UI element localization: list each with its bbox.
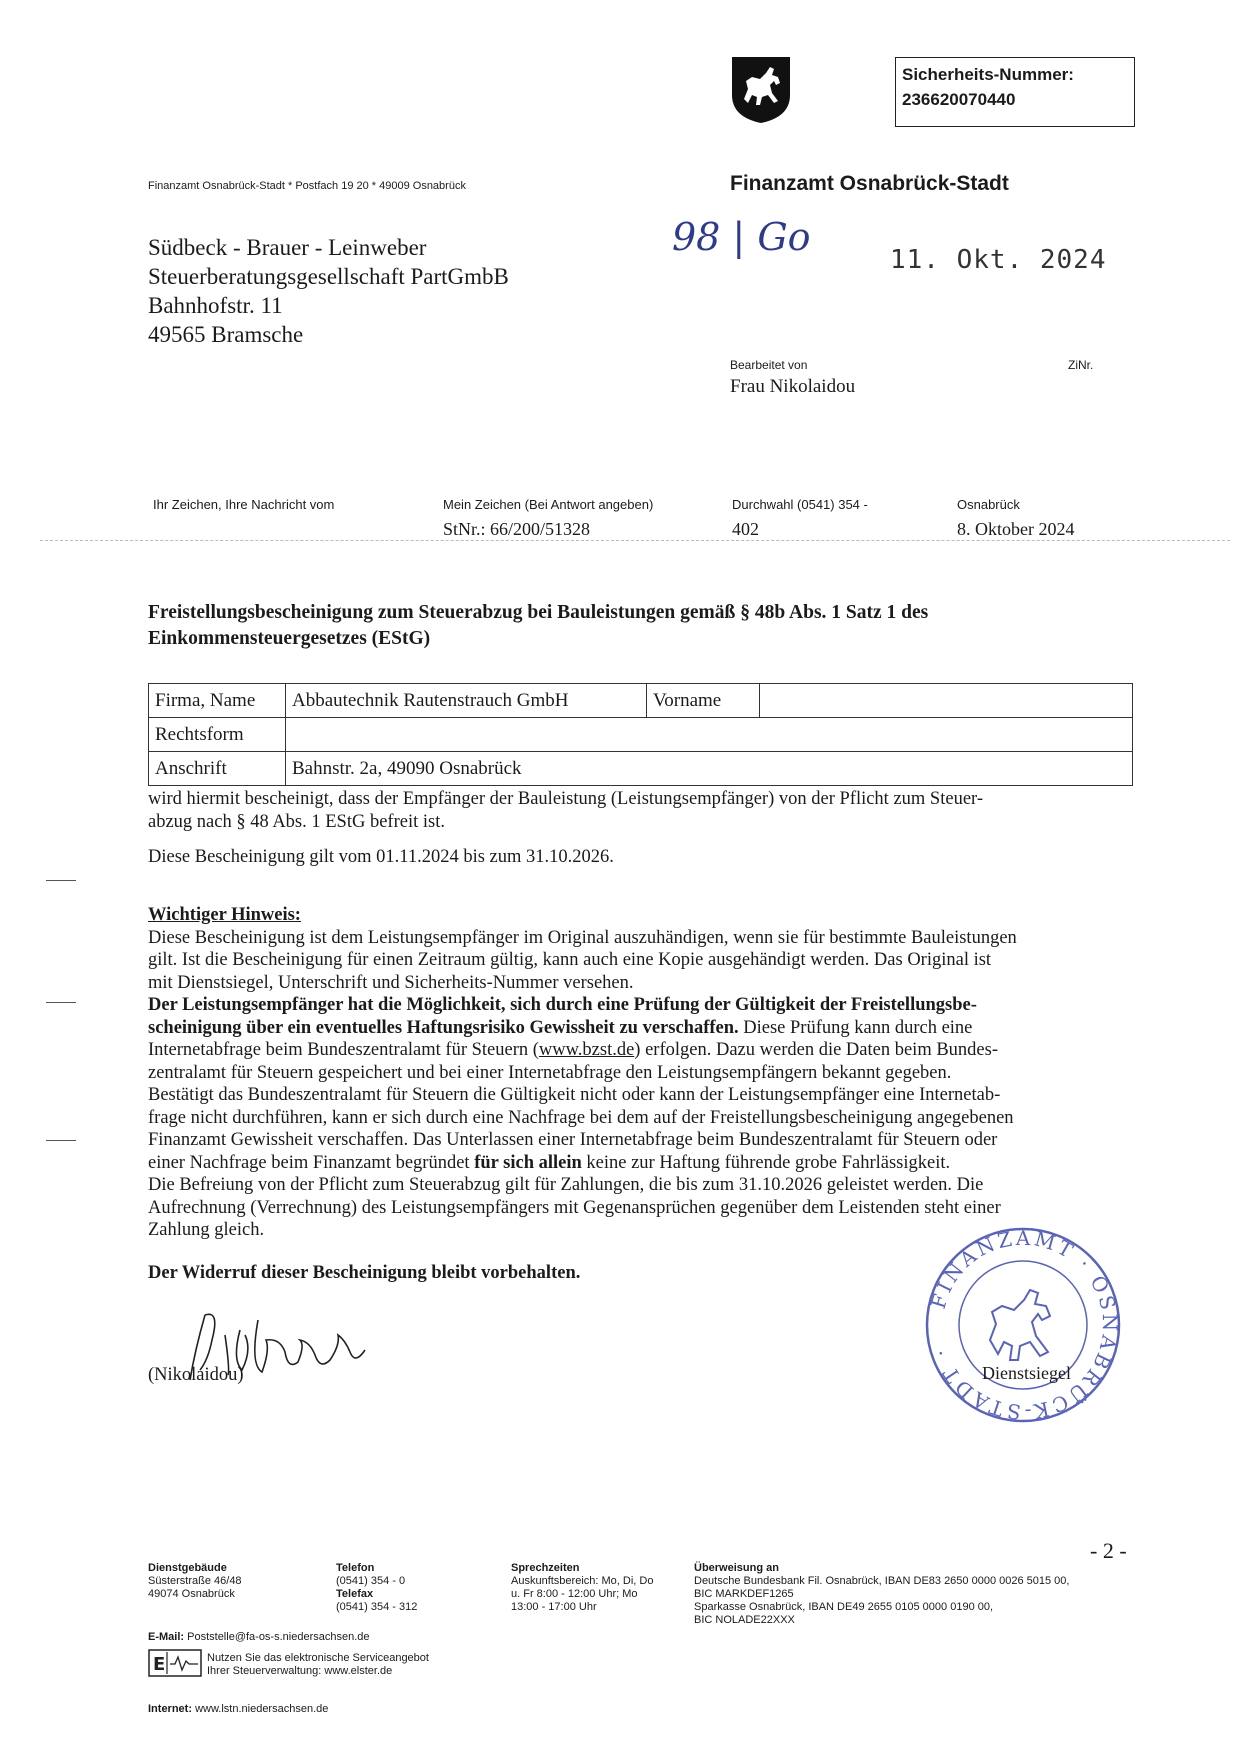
security-number-box xyxy=(895,57,1135,127)
svg-text:FINANZAMT · OSNABRÜCK-STADT ·: FINANZAMT · OSNABRÜCK-STADT · xyxy=(925,1225,1123,1425)
recipient-line-3: Bahnhofstr. 11 xyxy=(148,293,283,318)
notice-bold-part: für sich allein xyxy=(474,1152,582,1173)
office-name: Finanzamt Osnabrück-Stadt xyxy=(730,172,1009,195)
notice-text-part: einer Nachfrage beim Finanzamt begründet xyxy=(148,1152,475,1173)
room-number-label: ZiNr. xyxy=(1068,358,1094,372)
notice-line xyxy=(148,1017,1108,1040)
footer-email xyxy=(148,1631,370,1644)
validity-period: Diese Bescheinigung gilt vom 01.11.2024 bis zum 31.10.2026. xyxy=(148,847,614,867)
footer-fax-value: (0541) 354 - 312 xyxy=(336,1601,418,1613)
notice-line: Finanzamt Gewissheit verschaffen. Das Unterlassen einer Internetabfrage beim Bundeszentralamt für Steuern oder xyxy=(148,1130,998,1150)
footer-phone-value: (0541) 354 - 0 xyxy=(336,1575,406,1587)
footer-phone xyxy=(336,1562,417,1614)
elster-logo-icon xyxy=(148,1648,202,1678)
notice-line: Zahlung gleich. xyxy=(148,1220,265,1240)
notice-line: gilt. Ist die Bescheinigung für einen Zeitraum gültig, kann auch eine Kopie ausgehändigt werden. Das Original ist xyxy=(148,950,992,970)
notice-line: mit Dienstsiegel, Unterschrift und Sicherheits-Nummer versehen. xyxy=(148,972,634,993)
svg-text:E: E xyxy=(153,1654,166,1675)
footer-email-value[interactable]: Poststelle@fa-os-s.niedersachsen.de xyxy=(187,1631,370,1643)
firstname-label: Vorname xyxy=(647,684,760,718)
footer-bank-line: BIC MARKDEF1265 xyxy=(694,1588,794,1600)
recipient-details-table xyxy=(148,683,1133,786)
footer-hours-label: Sprechzeiten xyxy=(511,1562,580,1574)
footer-internet-label: Internet: xyxy=(148,1703,192,1715)
security-number-value: 236620070440 xyxy=(902,90,1016,109)
footer-phone-label: Telefon xyxy=(336,1562,375,1574)
notice-line: Aufrechnung (Verrechnung) des Leistungsempfängers mit Gegenansprüchen gegenüber dem Leistenden steht einer xyxy=(148,1197,1001,1218)
firstname-value xyxy=(760,684,1133,718)
notice-text-part: keine zur Haftung führende grobe Fahrlässigkeit. xyxy=(581,1152,951,1173)
footer-email-label: E-Mail: xyxy=(148,1631,185,1643)
page-number: - 2 - xyxy=(1090,1538,1127,1563)
recipient-address xyxy=(148,233,509,349)
revocation-note: Der Widerruf dieser Bescheinigung bleibt vorbehalten. xyxy=(148,1263,581,1283)
recipient-line-4: 49565 Bramsche xyxy=(148,322,304,347)
footer-internet xyxy=(148,1703,328,1716)
recipient-line-2: Steuerberatungsgesellschaft PartGmbB xyxy=(148,264,509,289)
notice-text-part: Diese Prüfung kann durch eine xyxy=(738,1017,973,1038)
bzst-link[interactable]: www.bzst.de xyxy=(538,1040,635,1060)
legalform-label: Rechtsform xyxy=(149,718,286,752)
notice-bold-part: scheinigung über ein eventuelles Haftungsrisiko Gewissheit zu verschaffen. xyxy=(148,1017,739,1038)
extension-value: 402 xyxy=(732,519,759,539)
footer-hours-line: u. Fr 8:00 - 12:00 Uhr; Mo xyxy=(511,1588,638,1600)
footer-building-street: Süsterstraße 46/48 xyxy=(148,1575,242,1587)
my-reference-label: Mein Zeichen (Bei Antwort angeben) xyxy=(443,497,654,512)
footer-hours xyxy=(511,1562,653,1614)
footer-bank-line: BIC NOLADE22XXX xyxy=(694,1614,795,1626)
notice-line: Bestätigt das Bundeszentralamt für Steuern die Gültigkeit nicht oder kann der Leistungsempfänger eine Internetab- xyxy=(148,1085,1001,1105)
fold-mark xyxy=(46,1140,76,1141)
table-row xyxy=(149,752,1133,786)
notice-line: frage nicht durchführen, kann er sich durch eine Nachfrage bei dem auf der Freistellungsbescheinigung angegebenen xyxy=(148,1107,1014,1128)
footer-fax-label: Telefax xyxy=(336,1588,374,1600)
letter-date: 8. Oktober 2024 xyxy=(957,519,1075,539)
legalform-value xyxy=(286,718,1133,752)
my-reference-value: StNr.: 66/200/51328 xyxy=(443,519,591,539)
handwritten-note: 98 | Go xyxy=(672,215,811,259)
reference-divider xyxy=(40,540,1230,541)
notice-line: Diese Bescheinigung ist dem Leistungsempfänger im Original auszuhändigen, wenn sie für bestimmte Bauleistungen xyxy=(148,927,1017,948)
footer-internet-value[interactable]: www.lstn.niedersachsen.de xyxy=(195,1703,329,1715)
notice-text-part: ) erfolgen. Dazu werden die Daten beim Bundes- xyxy=(634,1040,998,1060)
address-value: Bahnstr. 2a, 49090 Osnabrück xyxy=(286,752,1133,786)
extension-label: Durchwahl (0541) 354 - xyxy=(732,497,868,512)
notice-line: Der Leistungsempfänger hat die Möglichkeit, sich durch eine Prüfung der Gültigkeit der Freistellungsbe- xyxy=(148,995,977,1015)
received-date-stamp: 11. Okt. 2024 xyxy=(890,245,1107,275)
lower-saxony-horse-crest xyxy=(730,55,792,125)
notice-title: Wichtiger Hinweis: xyxy=(148,905,301,925)
notice-text-part: Internetabfrage beim Bundeszentralamt für Steuern ( xyxy=(148,1040,539,1060)
place-label: Osnabrück xyxy=(957,497,1020,512)
company-label: Firma, Name xyxy=(149,684,286,718)
footer-bank xyxy=(694,1562,1069,1627)
seal-label: Dienstsiegel xyxy=(982,1363,1071,1383)
processed-by-value: Frau Nikolaidou xyxy=(730,376,856,397)
fold-mark xyxy=(46,1002,76,1003)
table-row xyxy=(149,684,1133,718)
processed-by-label: Bearbeitet von xyxy=(730,358,808,372)
footer-building-city: 49074 Osnabrück xyxy=(148,1588,235,1600)
footer-building xyxy=(148,1562,242,1601)
footer-elster-line: Nutzen Sie das elektronische Serviceangebot xyxy=(207,1652,429,1664)
footer-elster xyxy=(207,1652,429,1678)
certification-text xyxy=(148,788,1108,833)
notice-line xyxy=(148,1039,1108,1062)
your-reference-label: Ihr Zeichen, Ihre Nachricht vom xyxy=(153,497,335,512)
footer-elster-line: Ihrer Steuerverwaltung: www.elster.de xyxy=(207,1665,393,1677)
notice-line: Die Befreiung von der Pflicht zum Steuerabzug gilt für Zahlungen, die bis zum 31.10.2026 geleistet werden. Die xyxy=(148,1175,984,1195)
footer-bank-line: Deutsche Bundesbank Fil. Osnabrück, IBAN DE83 2650 0000 0026 5015 00, xyxy=(694,1575,1070,1587)
footer-building-label: Dienstgebäude xyxy=(148,1562,227,1574)
footer-hours-line: Auskunftsbereich: Mo, Di, Do xyxy=(511,1575,654,1587)
footer-bank-label: Überweisung an xyxy=(694,1562,779,1574)
recipient-line-1: Südbeck - Brauer - Leinweber xyxy=(148,235,427,260)
address-label: Anschrift xyxy=(149,752,286,786)
sender-return-address: Finanzamt Osnabrück-Stadt * Postfach 19 20 * 49009 Osnabrück xyxy=(148,180,466,192)
company-value: Abbautechnik Rautenstrauch GmbH xyxy=(286,684,647,718)
signatory-name: (Nikolaidou) xyxy=(148,1365,244,1385)
official-seal xyxy=(918,1220,1128,1430)
notice-line: zentralamt für Steuern gespeichert und bei einer Internetabfrage den Leistungsempfängern bekannt gegeben. xyxy=(148,1062,952,1083)
security-number-label: Sicherheits-Nummer: xyxy=(902,65,1074,84)
footer-hours-line: 13:00 - 17:00 Uhr xyxy=(511,1601,597,1613)
table-row xyxy=(149,718,1133,752)
footer-bank-line: Sparkasse Osnabrück, IBAN DE49 2655 0105 0000 0190 00, xyxy=(694,1601,994,1613)
notice-line xyxy=(148,1152,1108,1175)
fold-mark xyxy=(46,880,76,881)
certification-line-2: abzug nach § 48 Abs. 1 EStG befreit ist. xyxy=(148,811,445,832)
important-notice xyxy=(148,904,1108,1242)
document-title: Freistellungsbescheinigung zum Steuerabzug bei Bauleistungen gemäß § 48b Abs. 1 Satz 1 des Einkommensteuergesetzes (EStG) xyxy=(148,602,929,649)
certification-line-1: wird hiermit bescheinigt, dass der Empfänger der Bauleistung (Leistungsempfänger) von der Pflicht zum Steuer- xyxy=(148,789,983,809)
